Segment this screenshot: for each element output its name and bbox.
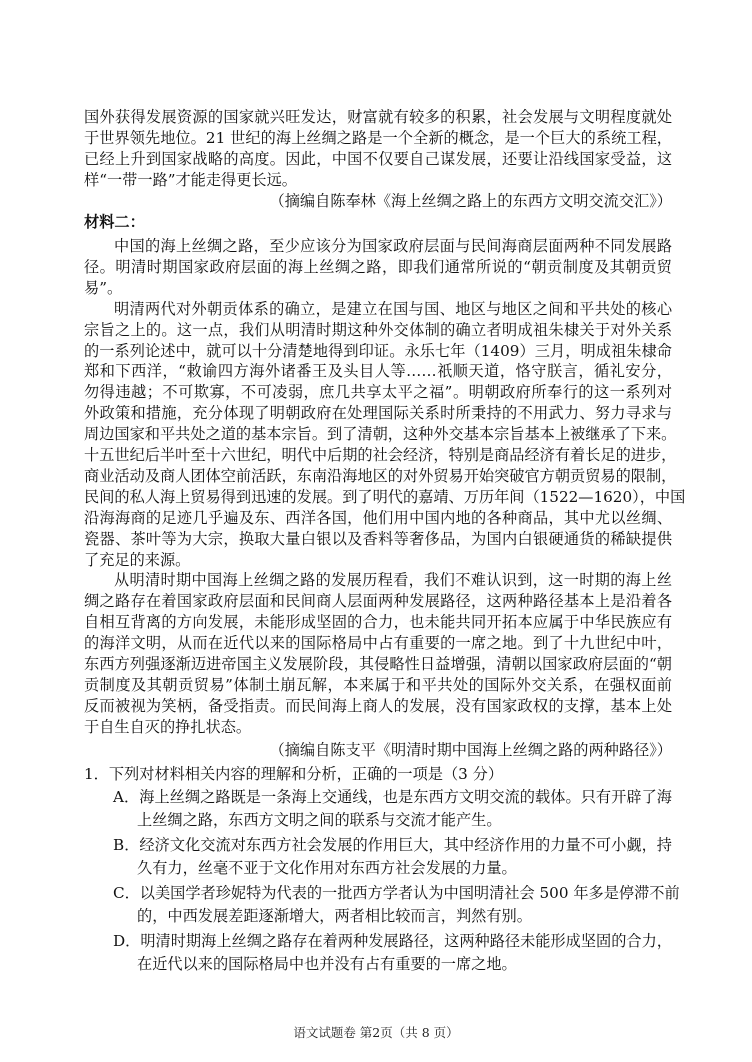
- material2-line: 沿海海商的足迹几乎遍及东、西洋各国，他们用中国内地的各种商品，其中尤以丝绸、: [84, 508, 672, 527]
- material2-line: 民间的私人海上贸易得到迅速的发展。到了明代的嘉靖、万历年间（1522—1620），中国: [84, 487, 686, 506]
- question-stem: 1．下列对材料相关内容的理解和分析，正确的一项是（3 分）: [84, 764, 504, 783]
- material2-line: 反而被视为笑柄，备受指责。而民间海上商人的发展，没有国家政权的支撑，基本上处: [84, 696, 672, 715]
- material2-line: 易”。: [84, 278, 123, 297]
- material2-line: 郑和下西洋，“敕谕四方海外诸番王及头目人等……祇顺天道，恪守朕言，循礼安分，: [84, 362, 672, 381]
- material1-source: （摘编自陈奉林《海上丝绸之路上的东西方文明交流交汇》）: [269, 192, 672, 210]
- option-b-continued: 久有力，丝毫不亚于文化作用对东西方社会发展的力量。: [137, 858, 517, 877]
- option-d-continued: 在近代以来的国际格局中也并没有占有重要的一席之地。: [137, 954, 517, 973]
- material2-line: 东西方列强逐渐迈进帝国主义发展阶段，其侵略性日益增强，清朝以国家政府层面的“朝: [84, 655, 672, 673]
- material1-line: 国外获得发展资源的国家就兴旺发达，财富就有较多的积累，社会发展与文明程度就处: [84, 108, 672, 126]
- material2-line: 从明清时期中国海上丝绸之路的发展历程看，我们不难认识到，这一时期的海上丝: [114, 571, 672, 590]
- material2-line: 周边国家和平共处之道的基本宗旨。到了清朝，这种外交基本宗旨基本上被继承了下来。: [84, 425, 677, 444]
- material2-line: 十五世纪后半叶至十六世纪，明代中后期的社会经济，特别是商品经济有着长足的进步，: [84, 446, 677, 464]
- material2-line: 了充足的来源。: [84, 550, 191, 569]
- material2-heading: 材料二：: [84, 213, 145, 231]
- material1-line: 于世界领先地位。21 世纪的海上丝绸之路是一个全新的概念，是一个巨大的系统工程，: [84, 129, 672, 147]
- option-a-continued: 上丝绸之路，东西方文明之间的联系与交流才能产生。: [137, 810, 502, 829]
- material2-line: 径。明清时期国家政府层面的海上丝绸之路，即我们通常所说的“朝贡制度及其朝贡贸: [84, 257, 672, 276]
- page-footer: 语文试题卷 第2页（共 8 页）: [293, 1025, 459, 1040]
- material2-line: 勿得违越；不可欺寡，不可凌弱，庶几共享太平之福”。明朝政府所奉行的这一系列对: [84, 383, 672, 402]
- option-c-continued: 的，中西发展差距逐渐增大，两者相比较而言，判然有别。: [137, 906, 532, 925]
- material2-line: 贡制度及其朝贡贸易”体制土崩瓦解，本来属于和平共处的国际外交关系，在强权面前: [84, 675, 672, 694]
- material2-line: 绸之路存在着国家政府层面和民间商人层面两种发展路径，这两种路径基本上是沿着各: [84, 592, 672, 611]
- material2-line: 的海洋文明，从而在近代以来的国际格局中占有重要的一席之地。到了十九世纪中叶，: [84, 634, 672, 653]
- material2-line: 于自生自灭的挣扎状态。: [84, 717, 252, 736]
- material2-line: 的一系列论述中，就可以十分清楚地得到印证。永乐七年（1409）三月，明成祖朱棣命: [84, 341, 672, 360]
- material2-line: 明清两代对外朝贡体系的确立，是建立在国与国、地区与地区之间和平共处的核心: [114, 299, 672, 318]
- material2-line: 自相互背离的方向发展，未能形成坚固的合力，也未能共同开拓本应属于中华民族应有: [84, 613, 672, 632]
- material1-line: 样“一带一路”才能走得更长远。: [84, 171, 297, 189]
- material2-line: 中国的海上丝绸之路，至少应该分为国家政府层面与民间海商层面两种不同发展路: [114, 237, 672, 255]
- material2-line: 商业活动及商人团体空前活跃，东南沿海地区的对外贸易开始突破官方朝贡贸易的限制，: [84, 466, 677, 485]
- material2-line: 瓷器、茶叶等为大宗，换取大量白银以及香料等奢侈品，为国内白银硬通货的稀缺提供: [84, 529, 672, 548]
- option-b: B．经济文化交流对东西方社会发展的作用巨大，其中经济作用的力量不可小觑，持: [113, 835, 672, 854]
- material1-line: 已经上升到国家战略的高度。因此，中国不仅要自己谋发展，还要让沿线国家受益，这: [84, 150, 672, 168]
- material2-line: 宗旨之上的。这一点，我们从明清时期这种外交体制的确立者明成祖朱棣关于对外关系: [84, 320, 672, 339]
- material2-line: 外政策和措施，充分体现了明朝政府在处理国际关系时所秉持的不用武力、努力寻求与: [84, 404, 672, 423]
- option-a: A．海上丝绸之路既是一条海上交通线，也是东西方文明交流的载体。只有开辟了海: [113, 787, 672, 806]
- material2-source: （摘编自陈支平《明清时期中国海上丝绸之路的两种路径》）: [269, 740, 672, 759]
- option-d: D．明清时期海上丝绸之路存在着两种发展路径，这两种路径未能形成坚固的合力，: [113, 931, 672, 950]
- option-c: C．以美国学者珍妮特为代表的一批西方学者认为中国明清社会 500 年多是停滞不前: [113, 883, 680, 902]
